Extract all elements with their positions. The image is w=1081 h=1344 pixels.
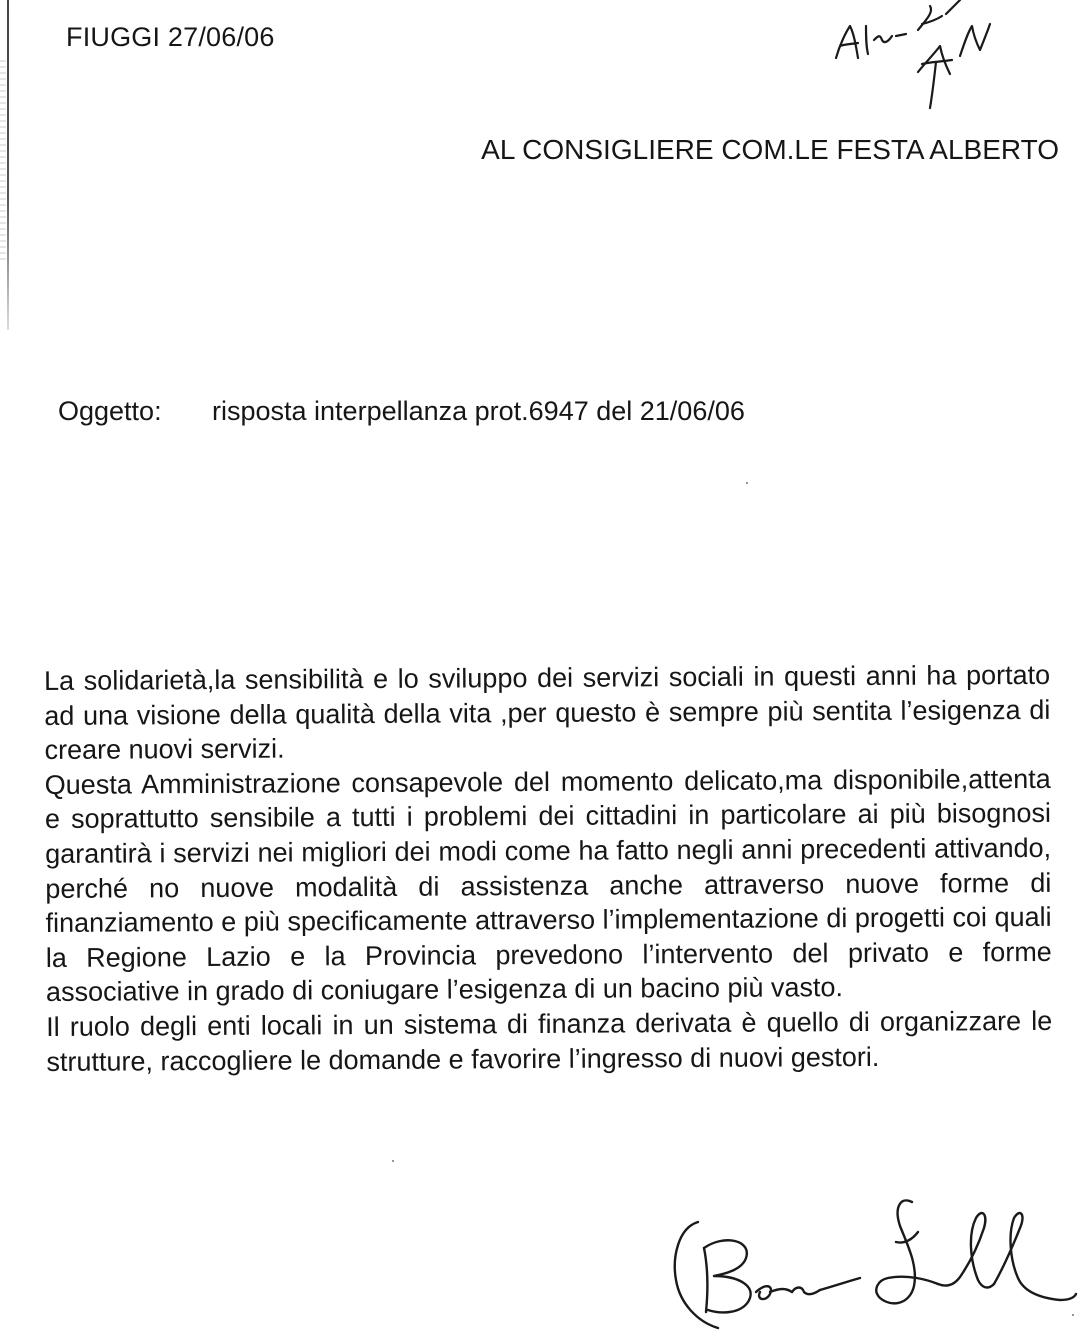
- handwritten-signature-icon: [668, 1188, 1078, 1338]
- body-paragraph: Il ruolo degli enti locali in un sistema di finanza derivata è quello di organizzare le strutture, raccogliere le domande e favorire l’ingresso di nuovi gestori.: [46, 1005, 1053, 1077]
- subject-line: [58, 396, 745, 427]
- place-date: FIUGGI 27/06/06: [66, 22, 275, 52]
- scan-speck: [746, 482, 748, 484]
- scan-edge-shadow: [0, 60, 6, 260]
- scan-edge-line: [7, 0, 9, 330]
- handwritten-annotation-icon: [822, 0, 1002, 120]
- scan-speck: [392, 1160, 394, 1162]
- subject-label: Oggetto:: [58, 396, 162, 426]
- recipient-line: AL CONSIGLIERE COM.LE FESTA ALBERTO: [481, 134, 1059, 165]
- body-paragraph: La solidarietà,la sensibilità e lo sviluppo dei servizi sociali in questi anni ha portato ad una visione della qualità della vita ,per questo è sempre più sentita l’esigenza di creare nuovi servizi.: [44, 659, 1051, 766]
- body-paragraph: Questa Amministrazione consapevole del momento delicato,ma disponibile,attenta e soprattutto sensibile a tutti i problemi dei cittadini in particolare ai più bisognosi garantirà i servizi nei migliori dei modi come ha fatto negli anni precedenti attivando, perché no nuove modalità di assistenza anche attraverso nuove forme di finanziamento e più specificamente attraverso l’implementazione di progetti coi quali la Regione Lazio e la Provincia prevedono l’intervento del privato e forme associative in grado di coniugare l’esigenza di un bacino più vasto.: [44, 763, 1052, 1008]
- subject-text: risposta interpellanza prot.6947 del 21/06/06: [212, 396, 745, 426]
- letter-body: [44, 658, 1053, 1079]
- scan-speck: [1072, 1314, 1074, 1316]
